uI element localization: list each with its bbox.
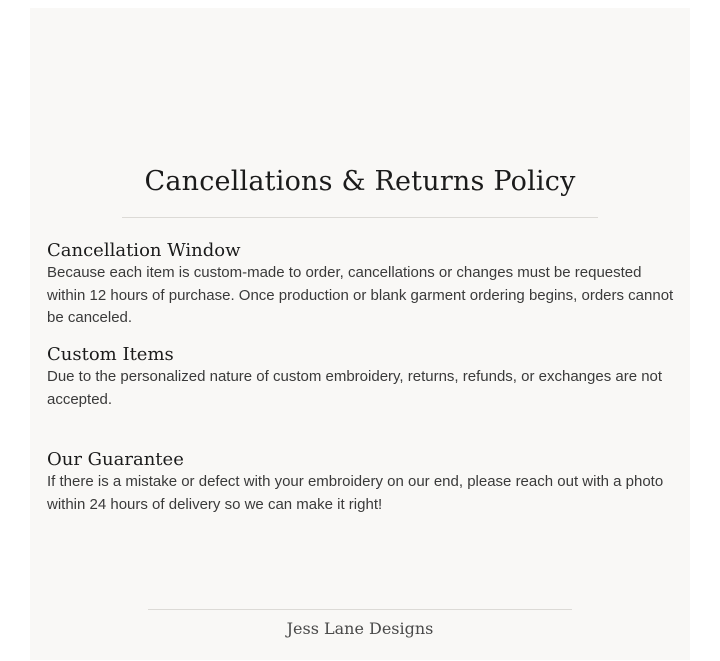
footer-divider <box>148 609 572 610</box>
section-cancellation-window <box>47 240 677 330</box>
section-heading: Cancellation Window <box>47 240 241 261</box>
section-heading: Our Guarantee <box>47 449 184 470</box>
page-title: Cancellations & Returns Policy <box>144 166 576 197</box>
title-divider <box>122 217 598 218</box>
section-custom-items <box>47 344 677 411</box>
section-our-guarantee <box>47 449 677 516</box>
footer-brand: Jess Lane Designs <box>286 619 434 638</box>
section-body: Due to the personalized nature of custom embroidery, returns, refunds, or exchanges are not accepted. <box>47 368 663 408</box>
section-heading: Custom Items <box>47 344 174 365</box>
section-body: If there is a mistake or defect with your embroidery on our end, please reach out with a photo within 24 hours of delivery so we can make it right! <box>47 473 664 513</box>
section-body: Because each item is custom-made to order, cancellations or changes must be requested within 12 hours of purchase. Once production or blank garment ordering begins, orders cannot be canceled. <box>47 264 674 326</box>
policy-card <box>30 8 690 660</box>
